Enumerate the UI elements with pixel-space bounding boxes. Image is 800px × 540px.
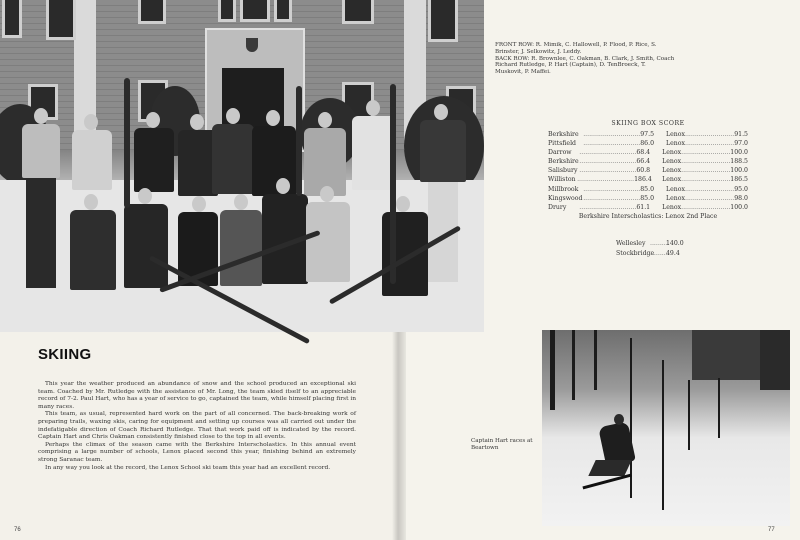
box-score-rows xyxy=(548,130,748,212)
box-score-title: SKIING BOX SCORE xyxy=(611,120,685,127)
box-score-row: Darrow ............................. 68.4 Lenox ......................... 100.0 xyxy=(548,149,748,157)
tree xyxy=(550,330,555,410)
school-crest-icon xyxy=(246,38,258,52)
extra-result-row: Stockbridge .......... 49.4 xyxy=(616,250,680,257)
tree-line xyxy=(760,330,790,390)
action-photo xyxy=(542,330,790,526)
skier-legs xyxy=(588,460,631,476)
photo-caption xyxy=(495,42,675,76)
box-score-row: Pittsfield ............................. 86.0 Lenox ......................... 97.0 xyxy=(548,140,748,148)
window xyxy=(342,0,374,24)
skier-head xyxy=(614,414,624,425)
box-score-row: Kingswood ............................. 85.0 Lenox ......................... 98.0 xyxy=(548,194,748,202)
gate-pole xyxy=(718,378,720,438)
article-body xyxy=(38,381,356,472)
extra-result-row: Wellesley .......... 140.0 xyxy=(616,240,684,247)
ski xyxy=(124,78,130,208)
article-paragraph: This team, as usual, represented hard work on the part of all concerned. The back-breaking work of preparing trails, waxing skis, caring for equipment and setting up courses was all carried out under the indefatigable direction of Coach Richard Rutledge. That that work paid off is indicated by the record. Captain Hart and Chris Oakman consistently finished close to the top in all events. xyxy=(38,411,356,441)
window xyxy=(218,0,236,22)
box-score-row: Williston ............................. 186.4 Lenox ......................... 186.5 xyxy=(548,176,748,184)
caption-front-row: FRONT ROW: R. Mimik, C. Hallowell, P. Flood, P. Rice, S. Brinster, J. Selkowitz, J. Leddy. xyxy=(495,42,657,55)
gate-pole xyxy=(688,380,690,450)
box-score-row: Berkshire ............................. 66.4 Lenox ......................... 188.5 xyxy=(548,158,748,166)
caption-back-row: BACK ROW: R. Brownlee, C. Oakman, B. Clark, J. Smith, Coach Richard Rutledge, P. Hart (Captain), D. TenBroeck, T. Muskovit, P. Maffei. xyxy=(495,55,675,76)
ski xyxy=(390,84,396,284)
window xyxy=(274,0,292,22)
box-score-row: Millbrook ............................. 85.0 Lenox ......................... 95.0 xyxy=(548,185,748,193)
page-number-right: 77 xyxy=(768,527,775,533)
ski xyxy=(296,86,302,196)
tree xyxy=(594,330,597,390)
extra-results xyxy=(616,239,684,259)
gate-pole xyxy=(662,360,664,510)
action-photo-caption: Captain Hart races at Beartown xyxy=(471,438,533,451)
tree xyxy=(572,330,575,400)
window xyxy=(240,0,270,22)
article-paragraph: In any way you look at the record, the Lenox School ski team this year had an excellent record. xyxy=(45,464,331,471)
box-score-row: Berkshire ............................. 97.5 Lenox ......................... 91.5 xyxy=(548,131,748,138)
article-paragraph: Perhaps the climax of the season came with the Berkshire Interscholastics. In this annual event comprising a large number of schools, Lenox placed second this year, finishing behind an extremely strong Saranac team. xyxy=(38,441,356,463)
team-photo xyxy=(0,0,484,332)
page-number-left: 76 xyxy=(14,527,21,533)
box-score-table xyxy=(548,120,748,220)
section-title: SKIING xyxy=(38,346,92,363)
box-score-row: Salisbury ............................. 60.8 Lenox ......................... 100.0 xyxy=(548,167,748,175)
window xyxy=(46,0,76,40)
box-score-note: Berkshire Interscholastics: Lenox 2nd Place xyxy=(578,212,718,220)
window xyxy=(428,0,458,42)
tree-line xyxy=(692,330,762,380)
box-score-row: Drury ............................. 61.1 Lenox ......................... 100.0 xyxy=(548,203,748,211)
window xyxy=(2,0,22,38)
window xyxy=(138,0,166,24)
article-paragraph: This year the weather produced an abundance of snow and the school produced an exceptional ski team. Coached by Mr. Rutledge with the assistance of Mr. Long, the team skied itself to an appreciable record of 7-2. Paul Hart, who has a year of service to go, captained the team, while himself placing first in many races. xyxy=(38,381,356,410)
